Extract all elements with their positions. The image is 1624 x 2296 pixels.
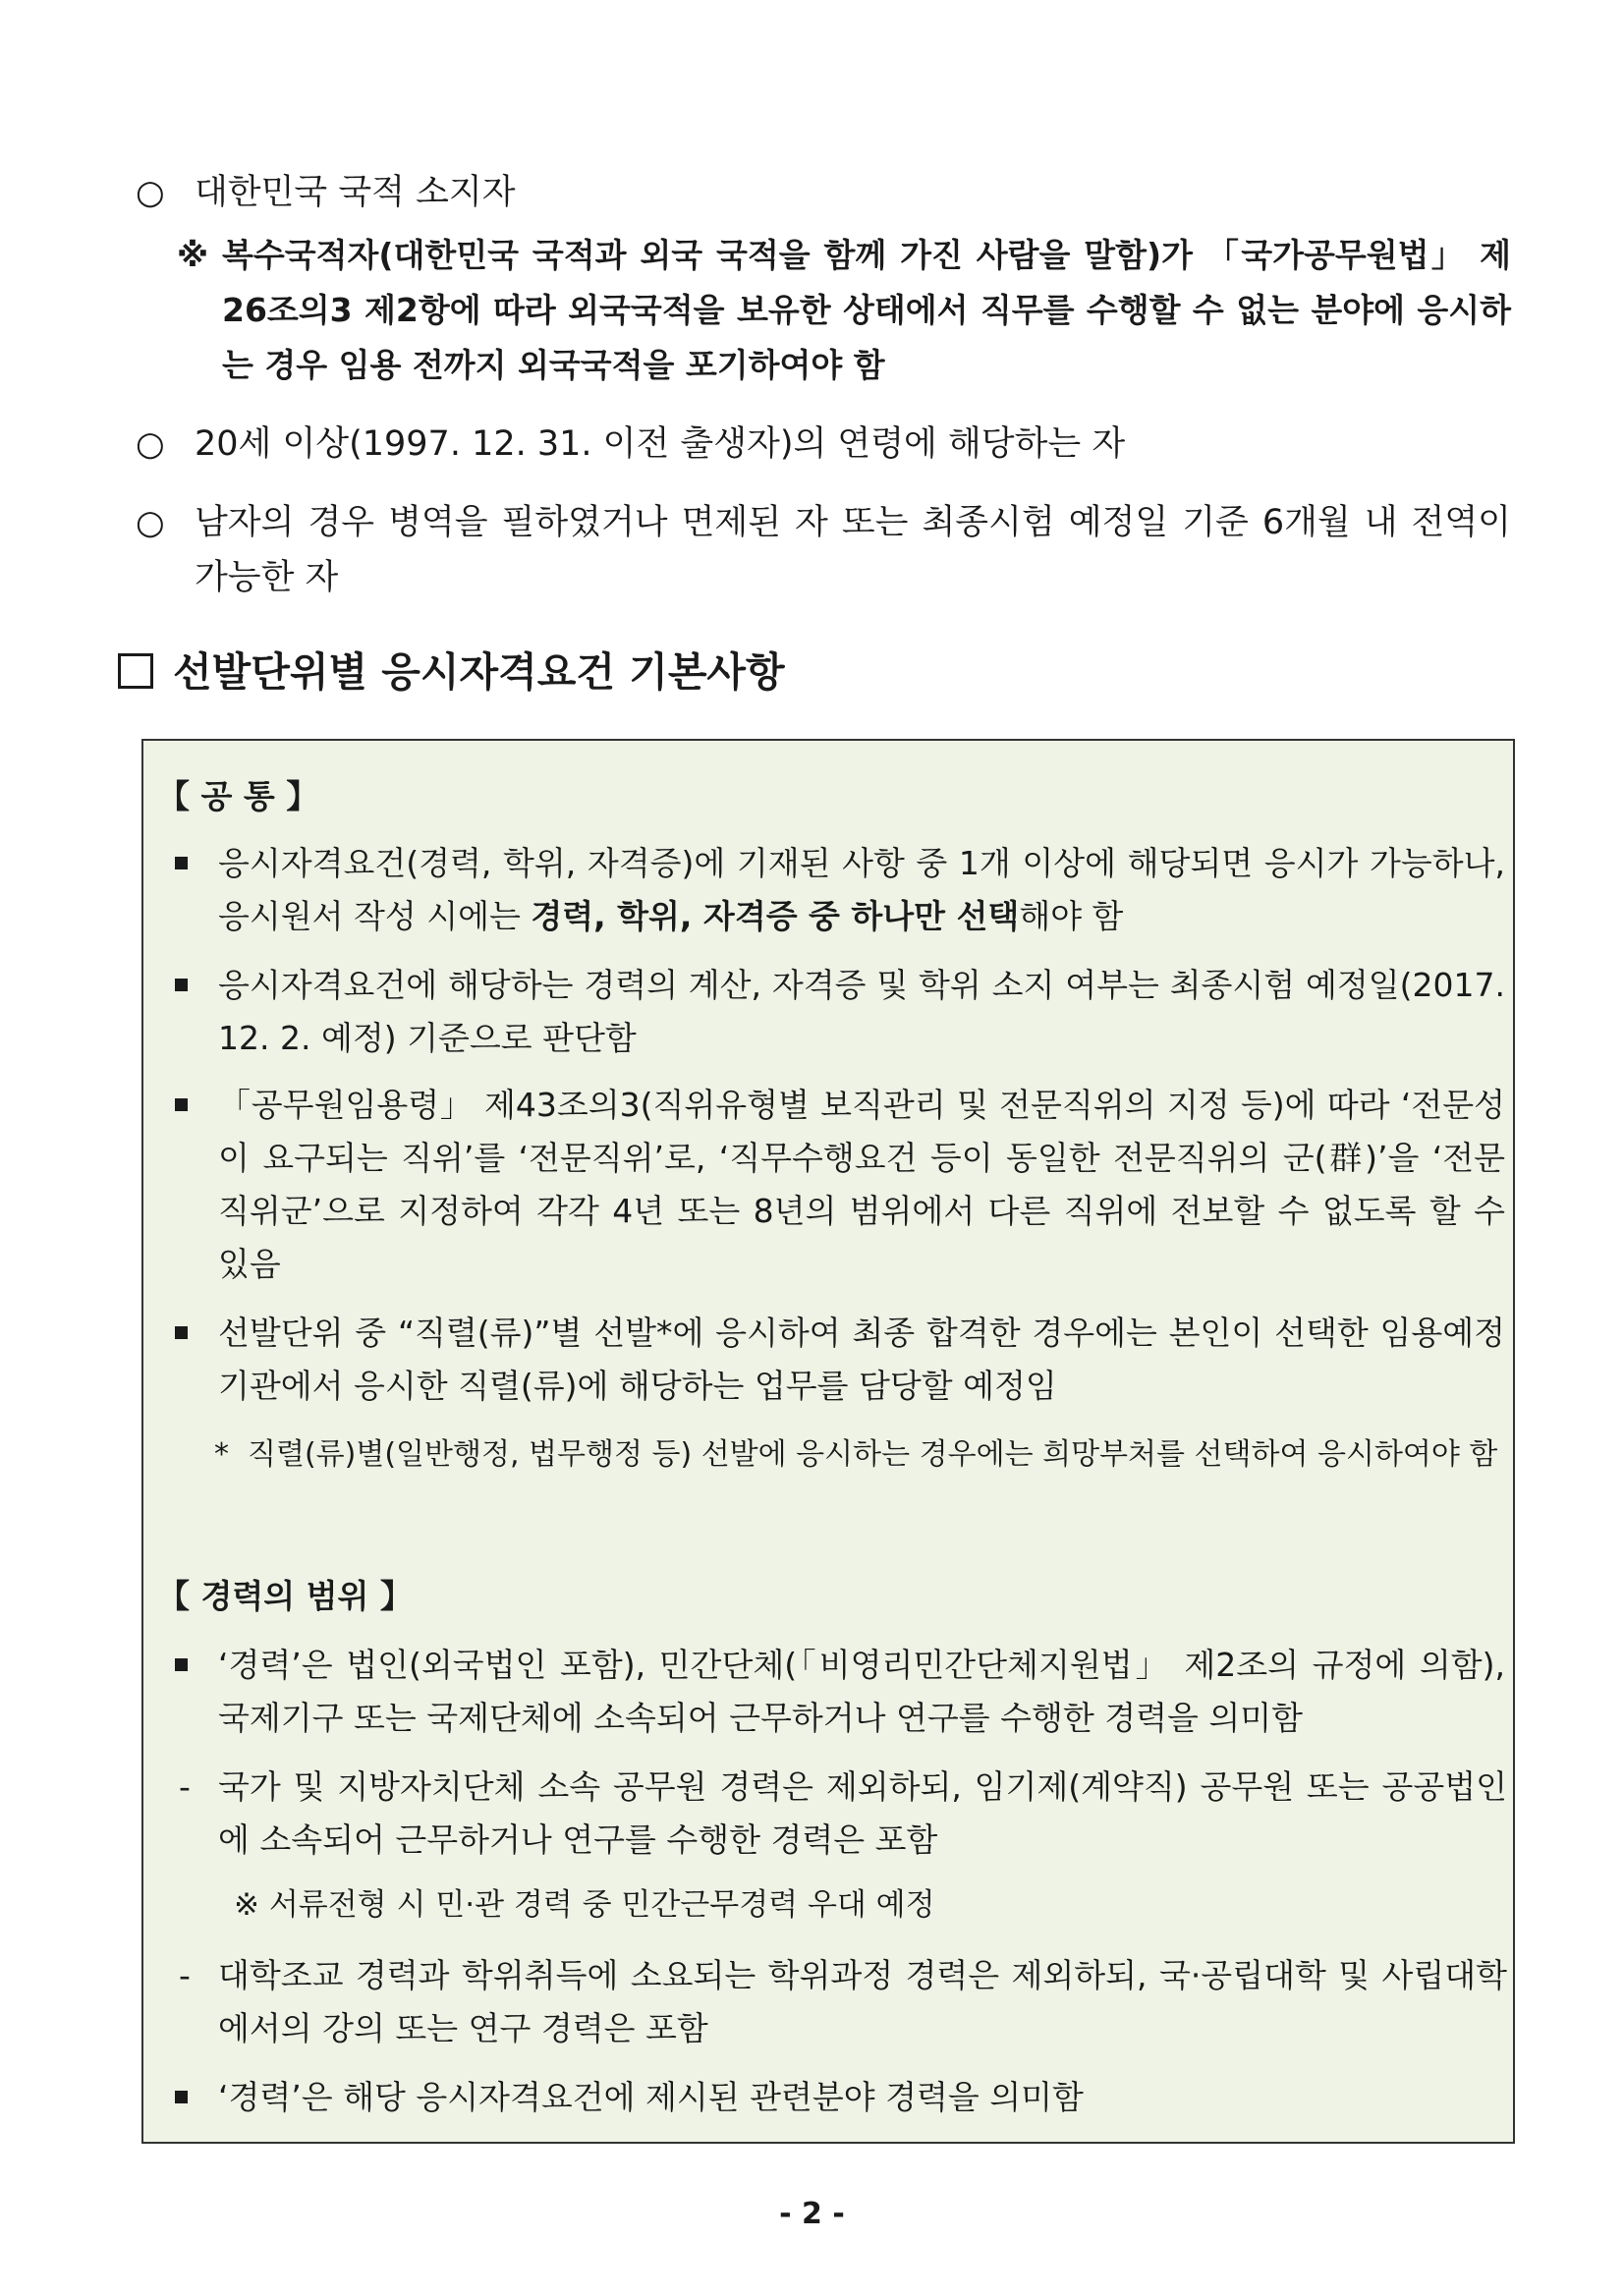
list-item-text: 선발단위 중 “직렬(류)”별 선발*에 응시하여 최종 합격한 경우에는 본인이 선택한 임용예정기관에서 응시한 직렬(류)에 해당하는 업무를 담당할 예정임 [218,1314,1505,1405]
square-bullet-icon [175,1658,188,1671]
square-bullet-icon [175,979,188,991]
circle-bullet-icon: ○ [136,173,165,212]
square-bullet-icon [175,1326,188,1339]
square-bullet-icon [175,857,188,869]
common-header: 【 공 통 】 [157,777,319,815]
list-item-text-part: 응시자격요건(경력, 학위, 자격증)에 기재된 사항 중 1개 이상에 해당되면 응시가 가능하나, 응시원서 작성 시에는 [218,844,1505,935]
dual-nationality-note-text: 복수국적자(대한민국 국적과 외국 국적을 함께 가진 사람을 말함)가 「국가공무원법」 제26조의3 제2항에 따라 외국국적을 보유한 상태에서 직무를 수행할 수 없는 분야에 응시하는 경우 임용 전까지 외국국적을 포기하여야 함 [222,236,1511,384]
list-item-text [218,837,1505,943]
circle-bullet-icon: ○ [136,424,165,464]
list-item-text-part: 해야 함 [1019,897,1124,935]
dash-icon: - [179,1956,191,1994]
page-number: - 2 - [779,2197,845,2231]
square-bullet-icon [175,2091,188,2103]
circle-bullet-icon: ○ [136,503,165,542]
list-item-text: 응시자격요건에 해당하는 경력의 계산, 자격증 및 학위 소지 여부는 최종시험 예정일(2017. 12. 2. 예정) 기준으로 판단함 [218,966,1505,1057]
reference-note: ※ 서류전형 시 민·관 경력 중 민간근무경력 우대 예정 [234,1887,935,1923]
emphasis-text: 경력, 학위, 자격증 중 하나만 선택 [531,897,1020,935]
list-item-text: 「공무원임용령」 제43조의3(직위유형별 보직관리 및 전문직위의 지정 등)에 따라 ‘전문성이 요구되는 직위’를 ‘전문직위’로, ‘직무수행요건 등이 동일한 전문직위의 군(群)’을 ‘전문직위군’으로 지정하여 각각 4년 또는 8년의 범위에서 다른 직위에 전보할 수 없도록 할 수 있음 [218,1086,1505,1283]
dash-icon: - [179,1767,191,1806]
footnote-text: 직렬(류)별(일반행정, 법무행정 등) 선발에 응시하는 경우에는 희망부처를 선택하여 응시하여야 함 [248,1437,1498,1472]
sub-item-text: 대학조교 경력과 학위취득에 소요되는 학위과정 경력은 제외하되, 국·공립대학 및 사립대학에서의 강의 또는 연구 경력은 포함 [218,1956,1507,2047]
list-item-text: ‘경력’은 해당 응시자격요건에 제시된 관련분야 경력을 의미함 [218,2078,1084,2116]
list-item-text: ‘경력’은 법인(외국법인 포함), 민간단체(「비영리민간단체지원법」 제2조의 규정에 의함), 국제기구 또는 국제단체에 소속되어 근무하거나 연구를 수행한 경력을 의미함 [218,1646,1505,1737]
section-title [118,643,785,701]
section-title-text: 선발단위별 응시자격요건 기본사항 [173,648,785,696]
requirement-age-text: 20세 이상(1997. 12. 31. 이전 출생자)의 연령에 해당하는 자 [195,424,1126,464]
checkbox-square-icon [118,653,153,689]
asterisk-icon: * [214,1437,229,1472]
sub-item-text: 국가 및 지방자치단체 소속 공무원 경력은 제외하되, 임기제(계약직) 공무원 또는 공공법인에 소속되어 근무하거나 연구를 수행한 경력은 포함 [218,1767,1507,1859]
square-bullet-icon [175,1098,188,1111]
requirement-nationality-text: 대한민국 국적 소지자 [195,173,516,212]
reference-mark-icon: ※ [177,236,209,274]
requirement-military-text: 남자의 경우 병역을 필하였거나 면제된 자 또는 최종시험 예정일 기준 6개월 내 전역이 가능한 자 [195,503,1511,597]
career-header: 【 경력의 범위 】 [157,1577,413,1615]
